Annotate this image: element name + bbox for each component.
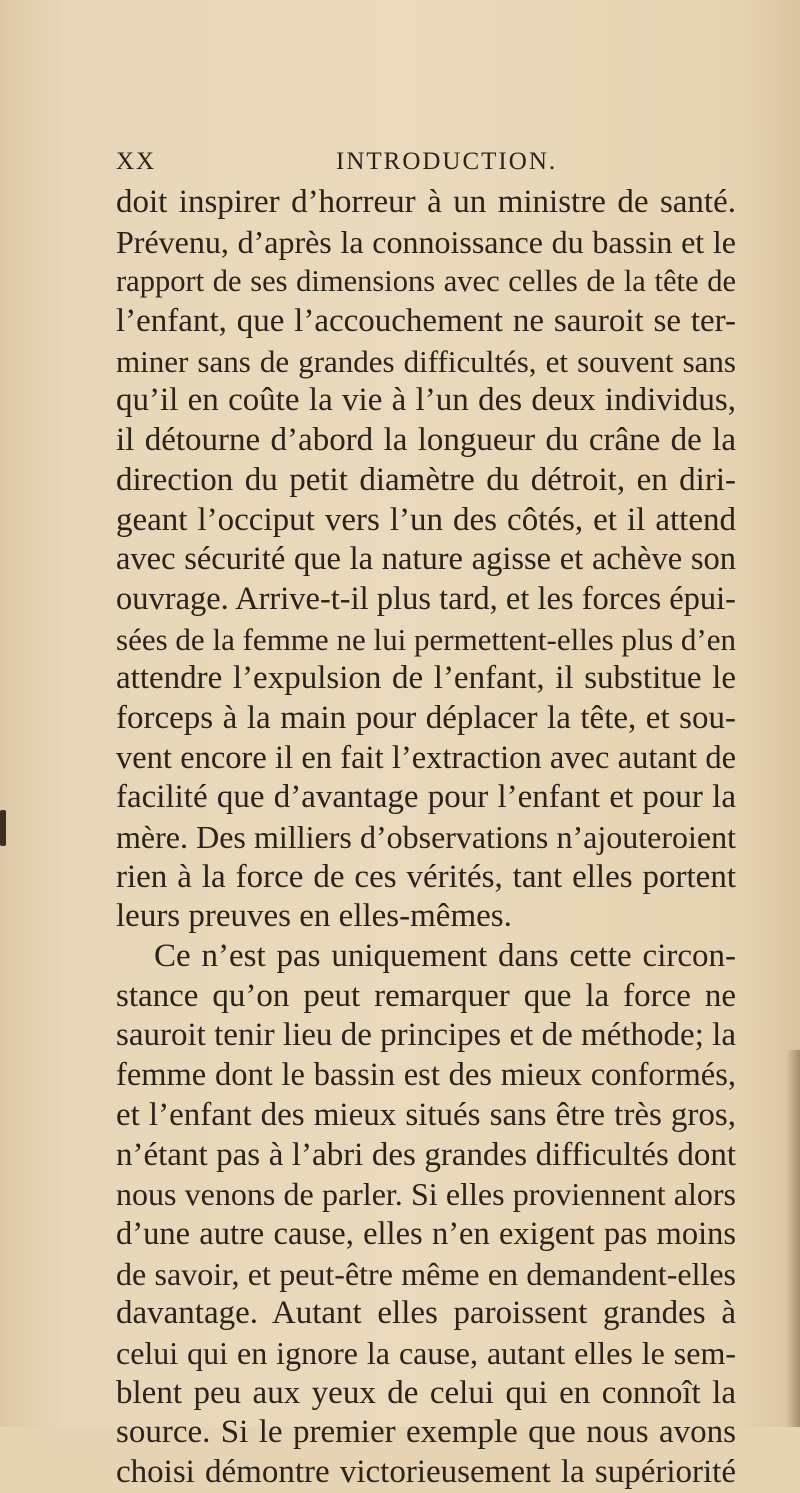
text-line: il détourne d’abord la longueur du crâne de la <box>116 422 736 459</box>
text-line: avec sécurité que la nature agisse et achève son <box>116 541 736 578</box>
text-line: rien à la force de ces vérités, tant elles portent <box>116 858 736 895</box>
page-edge-shadow <box>786 1050 800 1427</box>
text-line: doit inspirer d’horreur à un ministre de santé. <box>116 184 736 220</box>
text-line: sées de la femme ne lui permettent-elles plus d’en <box>116 621 736 657</box>
text-line: d’une autre cause, elles n’en exigent pas moins <box>116 1215 736 1252</box>
text-line: forceps à la main pour déplacer la tête, et sou- <box>116 699 736 736</box>
text-line: geant l’occiput vers l’un des côtés, et il attend <box>116 501 736 538</box>
text-line: attendre l’expulsion de l’enfant, il substitue le <box>116 660 736 697</box>
text-line: facilité que d’avantage pour l’enfant et pour la <box>116 779 736 816</box>
paragraph-end-line: leurs preuves en elles-mêmes. <box>116 898 512 935</box>
paragraph-start-line: Ce n’est pas uniquement dans cette circon- <box>154 938 736 975</box>
text-line: et l’enfant des mieux situés sans être très gros, <box>116 1096 736 1133</box>
text-line: qu’il en coûte la vie à l’un des deux individus, <box>116 382 736 419</box>
running-title: INTRODUCTION. <box>336 148 558 175</box>
text-line: rapport de ses dimensions avec celles de la tête de <box>116 264 736 299</box>
body-text <box>116 183 736 1493</box>
text-line: choisi démontre victorieusement la supériorité <box>116 1454 736 1490</box>
text-line: femme dont le bassin est des mieux conformés, <box>116 1057 736 1094</box>
text-line: sauroit tenir lieu de principes et de méthode; la <box>116 1017 736 1054</box>
text-line: stance qu’on peut remarquer que la force ne <box>116 977 736 1014</box>
text-line: mère. Des milliers d’observations n’ajouteroient <box>116 819 736 855</box>
text-line: n’étant pas à l’abri des grandes difficultés dont <box>116 1136 736 1173</box>
text-line: vent encore il en fait l’extraction avec autant de <box>116 739 736 776</box>
text-line: source. Si le premier exemple que nous avons <box>116 1414 736 1451</box>
text-line: blent peu aux yeux de celui qui en connoît la <box>116 1374 736 1411</box>
text-line: nous venons de parler. Si elles proviennent alors <box>116 1176 736 1213</box>
text-line: Prévenu, d’après la connoissance du bassin et le <box>116 223 736 260</box>
text-line: de savoir, et peut-être même en demandent-elles <box>116 1255 736 1292</box>
page-number: XX <box>116 148 157 175</box>
text-line: ouvrage. Arrive-t-il plus tard, et les forces épui- <box>116 580 736 617</box>
margin-ink-mark <box>0 810 6 846</box>
text-line: miner sans de grandes difficultés, et souvent sans <box>116 343 736 379</box>
text-line: direction du petit diamètre du détroit, en diri- <box>116 461 736 498</box>
text-line: davantage. Autant elles paroissent grandes à <box>116 1295 736 1332</box>
page-header <box>116 148 716 180</box>
text-line: celui qui en ignore la cause, autant elles le sem- <box>116 1334 736 1371</box>
text-line: l’enfant, que l’accouchement ne sauroit se ter- <box>116 303 736 340</box>
